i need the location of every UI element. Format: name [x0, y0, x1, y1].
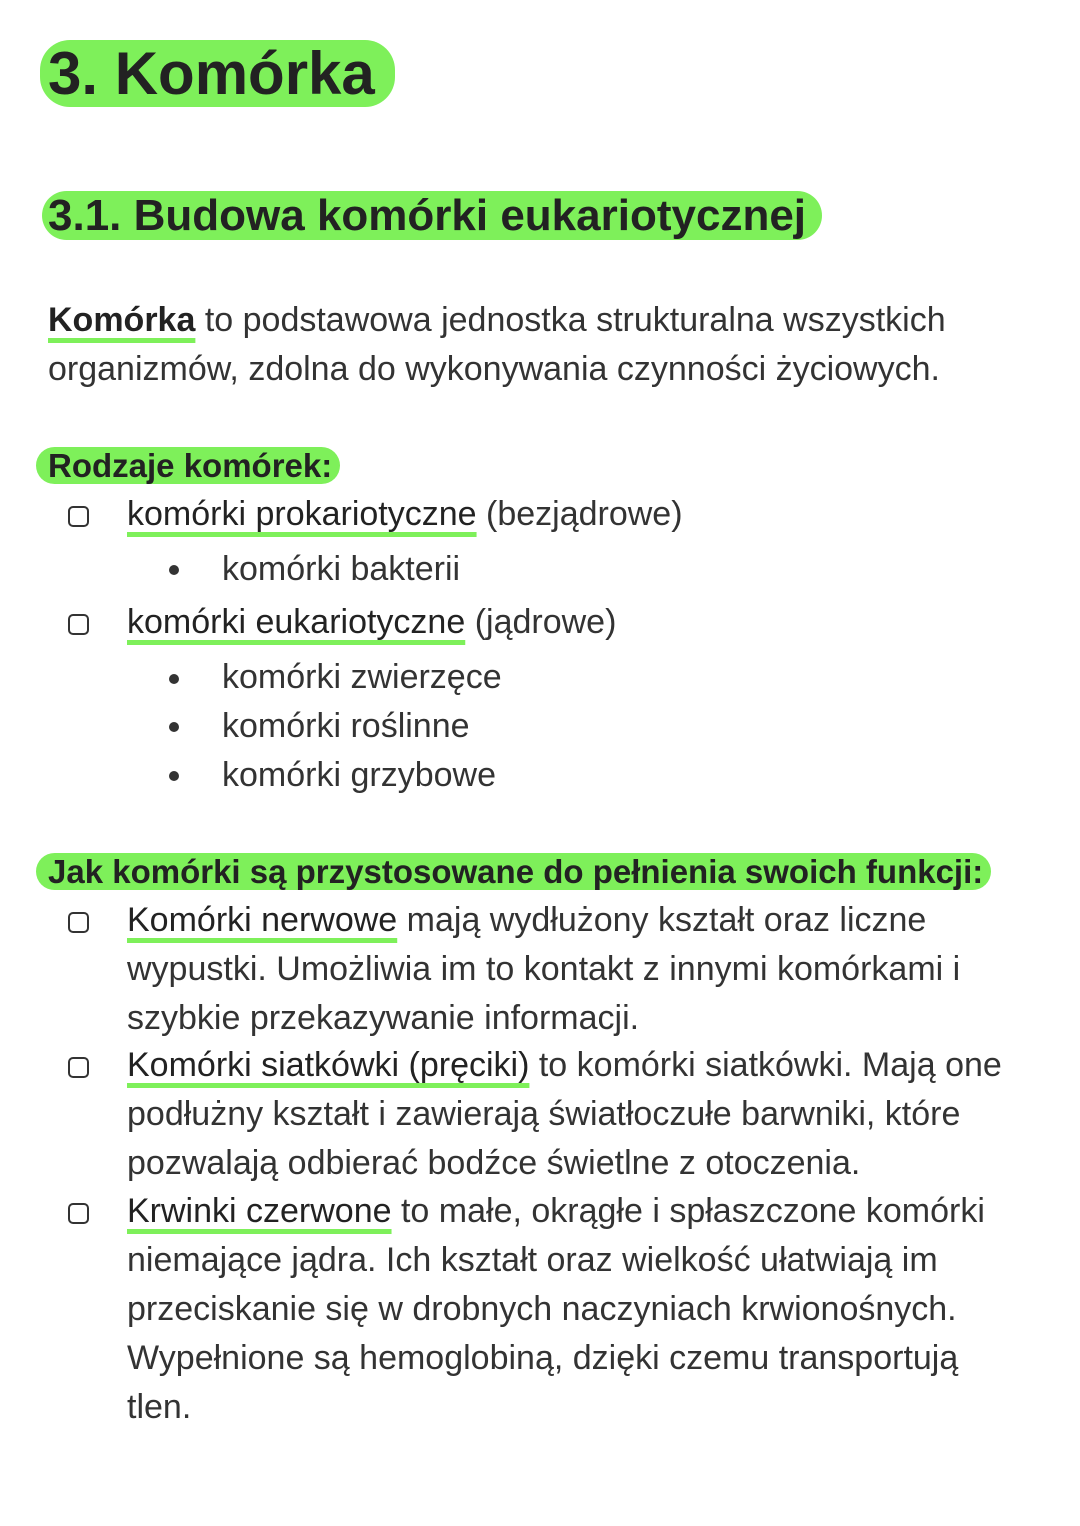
- checkbox-icon: [68, 1203, 89, 1224]
- intro-paragraph: [48, 296, 1038, 394]
- type-term: komórki prokariotyczne: [127, 495, 477, 533]
- adaptation-term: Komórki siatkówki (pręciki): [127, 1046, 530, 1084]
- adaptation-item-nerve: [127, 896, 1027, 1043]
- type-item: komórki bakterii: [222, 550, 461, 588]
- bullet-icon: [169, 674, 179, 684]
- type-note: (jądrowe): [465, 603, 617, 641]
- bullet-icon: [169, 565, 179, 575]
- bullet-icon: [169, 722, 179, 732]
- type-note: (bezjądrowe): [476, 495, 683, 533]
- adaptation-text: to małe, okrągłe i spłaszczone komórki niemające jądra. Ich kształt oraz wielkość ułatwiają im przeciskanie się w drobnych naczyniach krwionośnych. Wypełnione są hemoglobiną, dzięki czemu transportują tlen.: [127, 1192, 985, 1426]
- adaptation-heading: [36, 850, 991, 894]
- adaptation-heading-highlight: [36, 853, 991, 890]
- adaptation-term: Komórki nerwowe: [127, 901, 398, 939]
- checkbox-icon: [68, 506, 89, 527]
- type-item: komórki zwierzęce: [222, 658, 502, 696]
- section-title: [42, 188, 822, 244]
- type-item: komórki roślinne: [222, 707, 470, 745]
- types-heading: [36, 444, 340, 488]
- type-item: komórki grzybowe: [222, 756, 496, 794]
- page-title: [40, 34, 395, 114]
- type-term: komórki eukariotyczne: [127, 603, 466, 641]
- type-group-eukaryotic: [127, 598, 616, 647]
- intro-term: Komórka: [48, 301, 196, 339]
- title-text: 3. Komórka: [48, 40, 375, 107]
- intro-text: to podstawowa jednostka strukturalna wszystkich organizmów, zdolna do wykonywania czynności życiowych.: [48, 301, 946, 388]
- subtitle-highlight: [42, 191, 822, 240]
- checkbox-icon: [68, 614, 89, 635]
- adaptation-text: mają wydłużony kształt oraz liczne wypustki. Umożliwia im to kontakt z innymi komórkami i szybkie przekazywanie informacji.: [127, 901, 961, 1037]
- bullet-icon: [169, 771, 179, 781]
- title-highlight: [40, 40, 395, 107]
- checkbox-icon: [68, 1057, 89, 1078]
- types-heading-text: Rodzaje komórek:: [48, 447, 333, 484]
- adaptation-term: Krwinki czerwone: [127, 1192, 392, 1230]
- checkbox-icon: [68, 912, 89, 933]
- adaptation-text: to komórki siatkówki. Mają one podłużny kształt i zawierają światłoczułe barwniki, które pozwalają odbierać bodźce świetlne z otoczenia.: [127, 1046, 1002, 1182]
- adaptation-item-rbc: [127, 1187, 1027, 1432]
- types-heading-highlight: [36, 447, 340, 484]
- subtitle-text: 3.1. Budowa komórki eukariotycznej: [48, 191, 807, 240]
- adaptation-heading-text: Jak komórki są przystosowane do pełnienia swoich funkcji:: [48, 853, 984, 890]
- type-group-prokaryotic: [127, 490, 683, 539]
- adaptation-item-retina: [127, 1041, 1027, 1188]
